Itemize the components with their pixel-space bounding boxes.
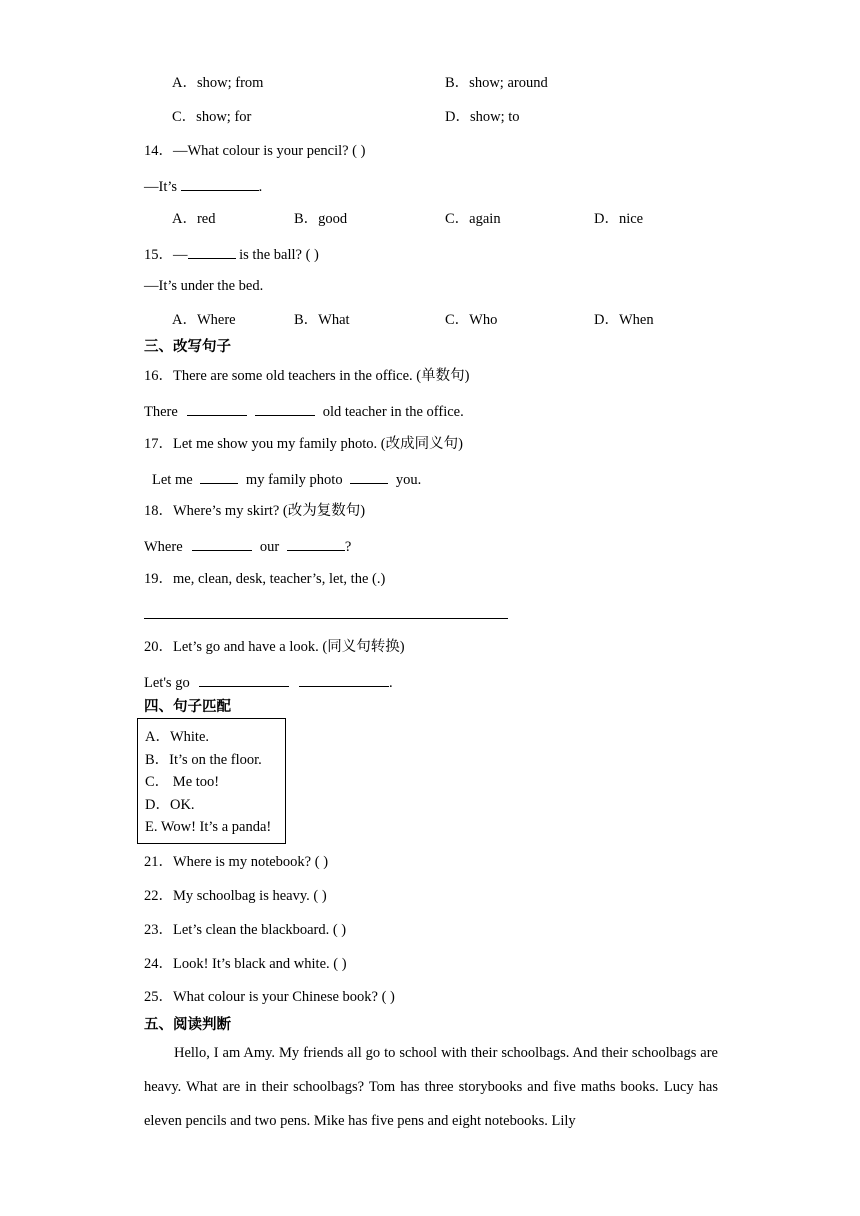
q18-blank-2 — [287, 536, 345, 551]
q17-answer-line — [152, 469, 421, 489]
q15-option-c: C．Who — [445, 312, 498, 328]
q15-answer: —It’s under the bed. — [144, 278, 264, 294]
q20-stem: 20．Let’s go and have a look. (同义句转换) — [144, 639, 405, 655]
q25: 25．What colour is your Chinese book? ( ) — [144, 989, 395, 1005]
q21: 21．Where is my notebook? ( ) — [144, 854, 329, 870]
q16-answer-b: old teacher in the office. — [322, 404, 464, 420]
q16-blank-2 — [255, 401, 315, 416]
section-3-title: 三、改写句子 — [144, 339, 231, 355]
q16-stem: 16．There are some old teachers in the office. (单数句) — [144, 368, 470, 384]
q20-blank-2 — [299, 672, 389, 687]
q18-answer-c: ? — [344, 539, 352, 555]
q18-blank-1 — [192, 536, 252, 551]
q19-stem: 19．me, clean, desk, teacher’s, let, the (.) — [144, 571, 386, 587]
q20-answer-a: Let's go — [144, 675, 190, 691]
q24: 24．Look! It’s black and white. ( ) — [144, 956, 347, 972]
q20-answer-b: . — [388, 675, 393, 691]
q17-answer-a: Let me — [152, 472, 193, 488]
section-4-title: 四、句子匹配 — [144, 699, 231, 715]
q20-answer-line — [144, 672, 393, 692]
q14-answer-suffix: . — [258, 179, 263, 195]
section-5-title: 五、阅读判断 — [144, 1017, 231, 1033]
q18-stem: 18．Where’s my skirt? (改为复数句) — [144, 503, 366, 519]
q16-answer-a: There — [144, 404, 178, 420]
matching-option-a: A．White. — [145, 729, 210, 745]
q23: 23．Let’s clean the blackboard. ( ) — [144, 922, 347, 938]
q14-answer-line — [144, 176, 262, 196]
reading-paragraph: Hello, I am Amy. My friends all go to school with their schoolbags. And their schoolbags are heavy. What are in their schoolbags? Tom has three storybooks and five maths books. Lucy has eleven pencils and two pens. Mike has five pens and eight notebooks. Lily — [144, 1045, 718, 1129]
q14-stem: 14．—What colour is your pencil? ( ) — [144, 143, 366, 159]
q15-stem-prefix: 15．— — [144, 247, 188, 263]
q22: 22．My schoolbag is heavy. ( ) — [144, 888, 327, 904]
q14-option-d: D．nice — [594, 211, 644, 227]
q18-answer-a: Where — [144, 539, 183, 555]
q13-option-b: B．show; around — [445, 75, 548, 91]
q14-option-c: C．again — [445, 211, 501, 227]
q15-stem-suffix: is the ball? ( ) — [235, 247, 319, 263]
q13-option-d: D．show; to — [445, 109, 520, 125]
q20-blank-1 — [199, 672, 289, 687]
q14-option-a: A．red — [172, 211, 216, 227]
q18-answer-b: our — [259, 539, 280, 555]
q15-option-b: B．What — [294, 312, 350, 328]
q17-blank-2 — [350, 469, 388, 484]
q17-stem: 17．Let me show you my family photo. (改成同义句) — [144, 436, 463, 452]
matching-option-e: E. Wow! It’s a panda! — [145, 819, 272, 835]
q19-answer-line — [144, 618, 508, 619]
q16-blank-1 — [187, 401, 247, 416]
q13-option-c: C．show; for — [172, 109, 252, 125]
q16-answer-line — [144, 401, 464, 421]
q17-answer-c: you. — [395, 472, 422, 488]
q15-stem — [144, 244, 319, 264]
q15-blank — [188, 244, 236, 259]
matching-option-d: D．OK. — [145, 797, 195, 813]
q17-answer-b: my family photo — [245, 472, 343, 488]
q15-option-a: A．Where — [172, 312, 236, 328]
q13-option-a: A．show; from — [172, 75, 264, 91]
q14-blank — [181, 176, 259, 191]
matching-option-b: B．It’s on the floor. — [145, 752, 262, 768]
q14-option-b: B．good — [294, 211, 348, 227]
q15-option-d: D．When — [594, 312, 654, 328]
q14-answer-prefix: —It’s — [144, 179, 178, 195]
q18-answer-line — [144, 536, 351, 556]
q17-blank-1 — [200, 469, 238, 484]
matching-options-box — [137, 718, 286, 844]
matching-option-c: C． Me too! — [145, 774, 220, 790]
